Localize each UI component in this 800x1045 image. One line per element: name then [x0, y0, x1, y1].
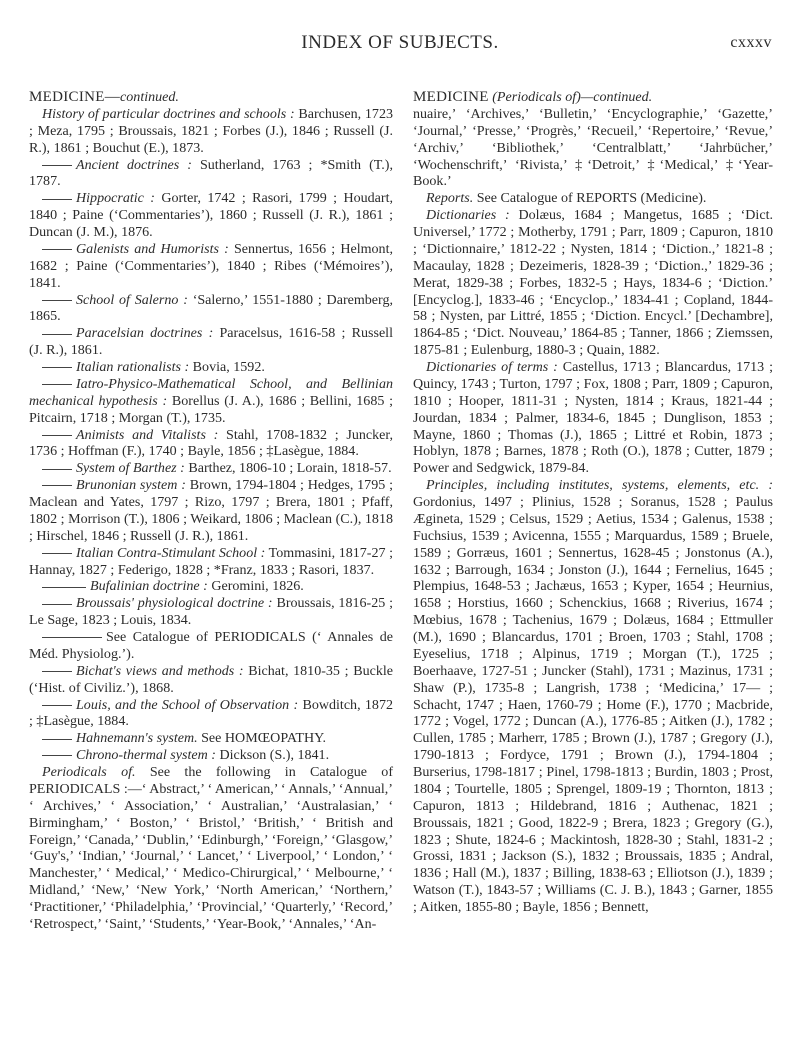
right-column	[413, 89, 773, 916]
index-entry	[29, 697, 393, 731]
entry-label: Hippocratic :	[76, 190, 155, 207]
entry-label: Reports.	[426, 190, 474, 207]
dash-rule	[42, 739, 72, 740]
heading-suffix: continued.	[120, 89, 179, 105]
entry-text: Paracelsus, 1616-58 ; Russell (J. R.), 1861.	[29, 325, 393, 359]
dash-rule	[42, 553, 72, 554]
entry-text: See HOMŒOPATHY.	[197, 730, 327, 747]
entry-label: Bufalinian doctrine :	[90, 578, 208, 595]
index-entry	[413, 207, 773, 359]
entry-text: Borellus (J. A.), 1686 ; Bellini, 1685 ; Pitcairn, 1718 ; Morgan (T.), 1735.	[29, 392, 393, 426]
entry-label: Brunonian system :	[76, 477, 186, 494]
entry-label: Animists and Vitalists :	[76, 426, 219, 443]
index-entry	[29, 460, 393, 477]
entry-label: Chrono-thermal system :	[76, 747, 216, 764]
entry-label: Broussais' physiological doctrine :	[76, 595, 273, 612]
index-entry	[29, 545, 393, 579]
entry-text: nuaire,’ ‘Archives,’ ‘Bulletin,’ ‘Encyclographie,’ ‘Gazette,’ ‘Journal,’ ‘Presse,’ ‘Progrès,’ ‘Recueil,’ ‘Repertoire,’ ‘Revue,’ ‘Archiv,’ ‘Bibliothek,’ ‘Centralblatt,’ ‘Jahrbücher,’ ‘Wochenschrift,’ ‘Rivista,’ ‡‘Detroit,’ ‡‘Medical,’ ‡‘Year-Book.’	[413, 105, 773, 190]
dash-rule	[42, 469, 72, 470]
dash-rule	[42, 435, 72, 436]
entry-text: See Catalogue of REPORTS (Medicine).	[473, 190, 707, 207]
index-entry	[29, 629, 393, 663]
entry-text: See the following in Catalogue of PERIODICALS :—‘ Abstract,’ ‘ American,’ ‘ Annals,’ ‘Annual,’ ‘ Archives,’ ‘ Association,’ ‘ Australian,’ ‘Australasian,’ ‘ Birmingham,’ ‘ Boston,’ ‘ Bristol,’ ‘British,’ ‘ British and Foreign,’ ‘Canada,’ ‘Dublin,’ ‘Edinburgh,’ ‘Foreign,’ ‘Glasgow,’ ‘Guy's,’ ‘Indian,’ ‘Journal,’ ‘ Lancet,’ ‘ Liverpool,’ ‘ London,’ ‘ Manchester,’ ‘ Medical,’ ‘ Medico-Chirurgical,’ ‘ Melbourne,’ ‘ Midland,’ ‘New,’ ‘New York,’ ‘North American,’ ‘Northern,’ ‘Practitioner,’ ‘Philadelphia,’ ‘Provincial,’ ‘Quarterly,’ ‘Record,’ ‘Retrospect,’ ‘Saint,’ ‘Students,’ ‘Year-Book,’ ‘Annales,’ ‘An-	[29, 764, 393, 932]
entry-text: Barchusen, 1723 ; Meza, 1795 ; Broussais, 1821 ; Forbes (J.), 1846 ; Russell (J. R.), 1861 ; Bouchut (E.), 1873.	[29, 105, 393, 156]
index-entry	[29, 477, 393, 545]
entry-text: Broussais, 1816-25 ; Le Sage, 1823 ; Louis, 1834.	[29, 595, 393, 629]
dash-rule	[42, 384, 72, 385]
entry-text: Bovia, 1592.	[189, 359, 265, 375]
index-entry	[29, 730, 393, 747]
entry-label: Bichat's views and methods :	[76, 662, 244, 679]
entry-label: Periodicals of.	[42, 764, 136, 780]
column-heading	[29, 89, 393, 106]
column-heading	[413, 89, 773, 106]
index-entry	[29, 325, 393, 359]
entry-text: Sutherland, 1763 ; *Smith (T.), 1787.	[29, 156, 393, 190]
entry-text: Stahl, 1708-1832 ; Juncker, 1736 ; Hoffman (F.), 1740 ; Bayle, 1856 ; ‡Lasègue, 1884.	[29, 426, 393, 460]
entry-text: Bichat, 1810-35 ; Buckle (‘Hist. of Civiliz.’), 1868.	[29, 662, 393, 696]
index-entry	[413, 190, 773, 207]
entry-label: School of Salerno :	[76, 291, 188, 308]
dash-rule	[42, 367, 72, 368]
entry-label: Hahnemann's system.	[76, 730, 198, 747]
dash-rule	[42, 671, 72, 672]
entry-text: Dickson (S.), 1841.	[215, 747, 330, 764]
dash-rule	[42, 485, 72, 486]
entry-label: Ancient doctrines :	[76, 156, 192, 173]
entry-label: Louis, and the School of Observation :	[76, 696, 299, 713]
dash-rule	[42, 755, 72, 756]
index-entry	[413, 359, 773, 477]
dash-rule	[42, 637, 102, 638]
index-entry	[29, 663, 393, 697]
entry-text: Dolæus, 1684 ; Mangetus, 1685 ; ‘Dict. Universel,’ 1772 ; Motherby, 1791 ; Parr, 1809 ; Capuron, 1810 ; ‘Dictionnaire,’ 1812-22 ; Nysten, 1814 ; ‘Diction.,’ 1821-8 ; Macaulay, 1828 ; Dezeimeris, 1828-39 ; ‘Diction.,’ 1829-36 ; Merat, 1829-38 ; Forbes, 1832-5 ; Hays, 1834-6 ; ‘Diction.’ [Encyclog.], 1833-46 ; ‘Encyclop.,’ 1834-41 ; Copland, 1844-58 ; Nysten, par Littré, 1855 ; ‘Diction. Encycl.’ [Dechambre], 1864-85 ; ‘Dict. Nouveau,’ 1864-85 ; Tanner, 1866 ; Ziemssen, 1875-81 ; Eulenburg, 1880-3 ; Quain, 1882.	[413, 207, 773, 359]
page-title: INDEX OF SUBJECTS.	[301, 32, 499, 53]
entry-text: Bowditch, 1872 ; ‡Lasègue, 1884.	[29, 696, 393, 730]
dash-rule	[42, 300, 72, 301]
entry-text: Brown, 1794-1804 ; Hedges, 1795 ; Maclean and Yates, 1797 ; Rizo, 1797 ; Brera, 1801 ; Pfaff, 1802 ; Morrison (T.), 1806 ; Weikard, 1806 ; Maclean (C.), 1818 ; Hirschel, 1846 ; Russell (J. R.), 1861.	[29, 477, 393, 544]
entry-label: Dictionaries :	[426, 207, 510, 224]
index-entry	[29, 747, 393, 764]
index-entry	[29, 427, 393, 461]
page-header	[0, 32, 800, 72]
dash-rule	[42, 165, 72, 166]
index-entry	[29, 241, 393, 292]
entry-label: Iatro-Physico-Mathematical School, and Bellinian mechanical hypothesis :	[29, 375, 393, 409]
dash-rule	[42, 199, 72, 200]
entry-text: Tommasini, 1817-27 ; Hannay, 1827 ; Federigo, 1828 ; *Franz, 1833 ; Rasori, 1837.	[29, 544, 393, 578]
left-column	[29, 89, 393, 933]
entry-text: Barthez, 1806-10 ; Lorain, 1818-57.	[184, 460, 392, 477]
entry-text: Sennertus, 1656 ; Helmont, 1682 ; Paine (‘Commentaries’), 1840 ; Ribes (‘Mémoires’), 1841.	[29, 240, 393, 291]
entry-label: Italian rationalists :	[76, 359, 190, 375]
entry-label: Dictionaries of terms :	[426, 359, 558, 375]
dash-rule	[42, 587, 86, 588]
index-entry	[29, 578, 393, 595]
entry-label: Principles, including institutes, systems, elements, etc. :	[426, 477, 773, 494]
dash-rule	[42, 334, 72, 335]
dash-rule	[42, 705, 72, 706]
entry-text: Gorter, 1742 ; Rasori, 1799 ; Houdart, 1840 ; Paine (‘Commentaries’), 1860 ; Russell (J. R.), 1861 ; Duncan (J. M.), 1876.	[29, 190, 393, 240]
index-entry	[29, 764, 393, 933]
index-entry	[29, 595, 393, 629]
dash-rule	[42, 604, 72, 605]
entry-label: System of Barthez :	[76, 460, 185, 477]
entry-label: Italian Contra-Stimulant School :	[76, 544, 266, 561]
index-entry	[413, 106, 773, 190]
index-entry	[29, 106, 393, 157]
page-number: cxxxv	[730, 34, 772, 51]
heading-main: MEDICINE	[413, 89, 489, 105]
entry-text: See Catalogue of PERIODICALS (‘ Annales de Méd. Physiolog.’).	[29, 629, 393, 662]
index-entry	[413, 477, 773, 916]
entry-text: ‘Salerno,’ 1551-1880 ; Daremberg, 1865.	[29, 291, 393, 325]
entry-text: Castellus, 1713 ; Blancardus, 1713 ; Quincy, 1743 ; Turton, 1797 ; Fox, 1808 ; Parr, 1809 ; Capuron, 1810 ; Hooper, 1811-31 ; Nysten, 1814 ; Kraus, 1821-44 ; Jourdan, 1834 ; Palmer, 1834-6, 1845 ; Dunglison, 1853 ; Mayne, 1860 ; Thomas (J.), 1865 ; Littré et Robin, 1873 ; Hoblyn, 1878 ; Barnes, 1878 ; Roth (O.), 1878 ; Cutter, 1879 ; Power and Sedgwick, 1879-84.	[413, 359, 773, 477]
index-entry	[29, 190, 393, 241]
heading-suffix: (Periodicals of)—continued.	[492, 89, 653, 105]
entry-label: Paracelsian doctrines :	[76, 325, 214, 342]
index-entry	[29, 157, 393, 191]
entry-label: Galenists and Humorists :	[76, 240, 229, 257]
entry-text: Geromini, 1826.	[207, 578, 304, 595]
index-entry	[29, 292, 393, 326]
index-entry	[29, 359, 393, 376]
index-entry	[29, 376, 393, 427]
entry-text: Gordonius, 1497 ; Plinius, 1528 ; Soranus, 1528 ; Paulus Ægineta, 1529 ; Celsus, 1529 ; Aetius, 1534 ; Galenus, 1538 ; Fuchsius, 1539 ; Avicenna, 1555 ; Marquardus, 1589 ; Bruele, 1589 ; Gorræus, 1601 ; Sennertus, 1628-45 ; Jonstonus (A.), 1632 ; Barrough, 1634 ; Jonston (J.), 1644 ; Fernelius, 1645 ; Plempius, 1648-53 ; Jachæus, 1653 ; Kyper, 1654 ; Heurnius, 1658 ; Horstius, 1660 ; Schenckius, 1668 ; Riverius, 1674 ; Mœbius, 1678 ; Tachenius, 1679 ; Dolæus, 1684 ; Ettmuller (M.), 1690 ; Blancardus, 1701 ; Broen, 1703 ; Stahl, 1708 ; Eyeselius, 1718 ; Alpinus, 1719 ; Morgan (T.), 1725 ; Boerhaave, 1727-51 ; Juncker (Stahl), 1731 ; Mazinus, 1731 ; Shaw (P.), 1735-8 ; Langrish, 1738 ; ‘Medicina,’ 17— ; Schacht, 1747 ; Haen, 1760-79 ; Home (F.), 1770 ; Macbride, 1772 ; Vogel, 1772 ; Duncan (A.), 1776-85 ; Aitken (J.), 1782 ; Cullen, 1785 ; Marherr, 1785 ; Brown (J.), 1787 ; Gregory (J.), 1790-1813 ; Fordyce, 1791 ; Brown (J.), 1794-1804 ; Burserius, 1798-1817 ; Pinel, 1798-1813 ; Burdin, 1803 ; Prost, 1804 ; Tourtelle, 1805 ; Sprengel, 1809-19 ; Thornton, 1813 ; Capuron, 1813 ; Hildebrand, 1816 ; Authenac, 1821 ; Broussais, 1821 ; Good, 1822-9 ; Brera, 1823 ; Gregory (G.), 1823 ; Shute, 1824-6 ; Mackintosh, 1828-30 ; Stahl, 1831-2 ; Grossi, 1831 ; Jackson (S.), 1832 ; Broussais, 1835 ; Andral, 1836 ; Hall (M.), 1837 ; Billing, 1838-63 ; Elliotson (J.), 1839 ; Watson (T.), 1843-57 ; Williams (C. J. B.), 1843 ; Garner, 1855 ; Aitken, 1855-80 ; Bayle, 1856 ; Bennett,	[413, 494, 773, 915]
heading-main: MEDICINE—	[29, 89, 121, 105]
entry-label: History of particular doctrines and schools :	[42, 105, 295, 122]
dash-rule	[42, 249, 72, 250]
